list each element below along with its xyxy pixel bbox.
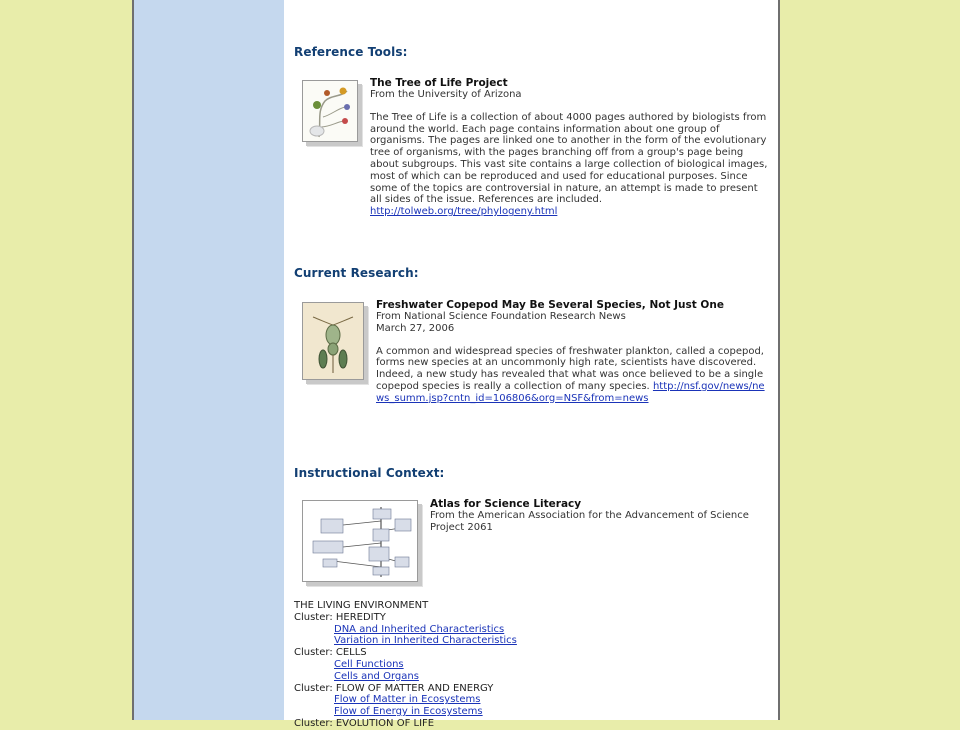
entry-title: Atlas for Science Literacy [430,498,582,510]
entry-description-text: A common and widespread species of freshwater plankton, called a copepod, forms new species at an uncommonly high rate, scientists have discovered. Indeed, a new study has revealed that what was once believed to be a single copepod species is really a collection of many species. [376,345,764,392]
entry-description [376,346,771,405]
cluster-link[interactable]: Cell Functions [334,658,404,670]
main-content [294,0,774,729]
copepod-entry [376,299,771,405]
concept-map-icon [302,500,418,582]
cluster-label: Cluster: CELLS [294,647,367,659]
tree-of-life-thumbnail [303,81,357,141]
current-research-heading: Current Research: [294,266,419,280]
cluster-label: Cluster: FLOW OF MATTER AND ENERGY [294,682,494,694]
cluster-link[interactable]: Flow of Energy in Ecosystems [334,706,483,718]
entry-source: From the American Association for the Advancement of Science Project 2061 [430,510,749,533]
entry-source: From the University of Arizona [370,89,522,100]
copepod-illustration-icon [302,302,364,380]
copepod-news-link[interactable]: http://nsf.gov/news/news_summ.jsp?cntn_id=106806&org=NSF&from=news [376,380,765,404]
page-frame [132,0,780,729]
entry-date: March 27, 2006 [376,322,455,334]
copepod-thumbnail [303,303,363,379]
reference-tools-heading: Reference Tools: [294,45,408,59]
cluster-link[interactable]: Variation in Inherited Characteristics [334,635,517,647]
cluster-link[interactable]: Cells and Organs [334,670,419,682]
cluster-link[interactable]: DNA and Inherited Characteristics [334,623,505,635]
atlas-entry [430,498,770,534]
entry-title: Freshwater Copepod May Be Several Species, Not Just One [376,299,724,311]
entry-description-text: The Tree of Life is a collection of about 4000 pages authored by biologists from around the world. Each page contains information about one group of organisms. The pages are linked one to another in the form of the evolutionary tree of organisms, with the pages branching off from a group's page being about subgroups. This vast site contains a large collection of biological images, most of which can be reproduced and used for educational purposes. Since some of the topics are controversial in nature, an attempt is made to present all sides of the issue. References are included. [370,111,768,206]
tree-of-life-link[interactable]: http://tolweb.org/tree/phylogeny.html [370,206,558,218]
cluster-label: Cluster: HEREDITY [294,611,386,623]
instructional-context-heading: Instructional Context: [294,466,445,480]
left-sidebar [134,0,284,720]
entry-title: The Tree of Life Project [370,77,508,89]
cluster-link[interactable]: Flow of Matter in Ecosystems [334,694,481,706]
atlas-thumbnail [303,501,417,581]
living-environment-list [294,600,774,730]
list-heading: THE LIVING ENVIRONMENT [294,600,429,611]
entry-description [370,112,770,218]
tree-of-life-illustration-icon [302,80,358,142]
entry-source: From National Science Foundation Research News [376,311,626,322]
tree-of-life-entry [370,77,770,218]
cluster-label: Cluster: EVOLUTION OF LIFE [294,717,435,729]
